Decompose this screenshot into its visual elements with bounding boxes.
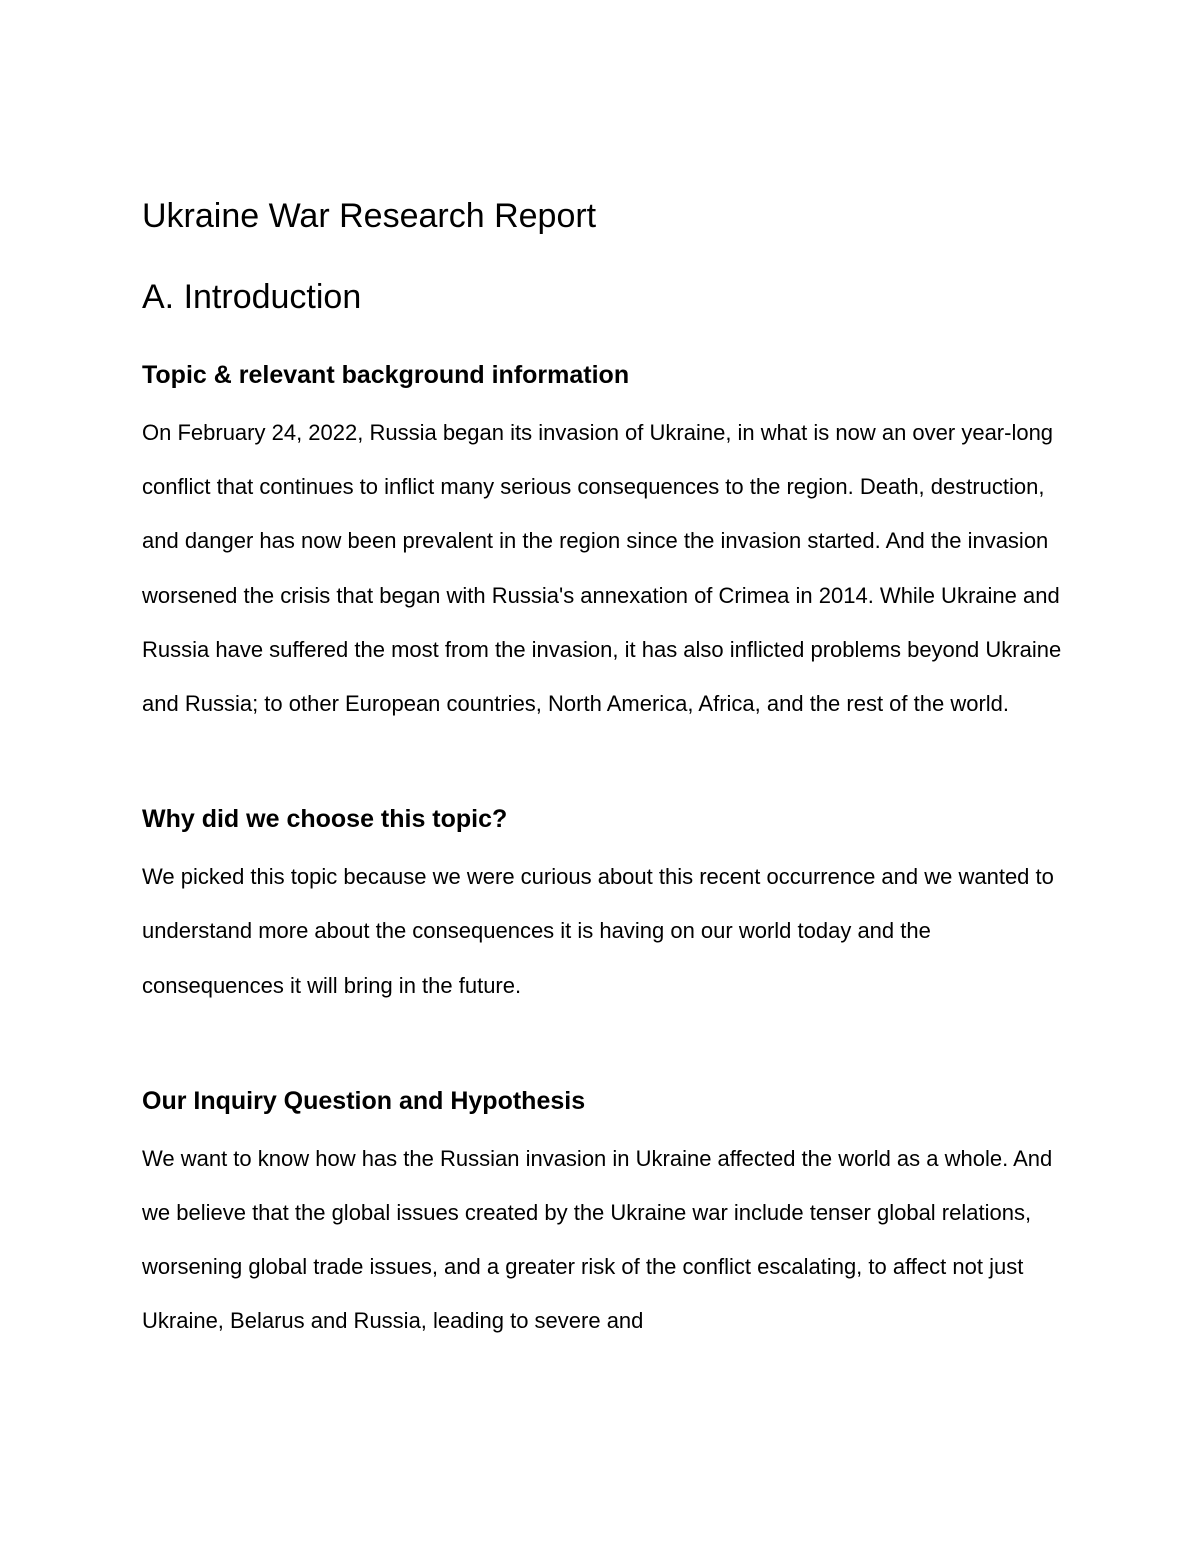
document-title: Ukraine War Research Report bbox=[142, 197, 597, 235]
subsection-heading-inquiry: Our Inquiry Question and Hypothesis bbox=[142, 1086, 586, 1115]
paragraph-why-topic: We picked this topic because we were curious about this recent occurrence and we wanted to understand more about the consequences it is having on our world today and the consequences it will bring in the future. bbox=[142, 864, 1054, 998]
section-heading-introduction: A. Introduction bbox=[142, 278, 362, 316]
paragraph-topic-background: On February 24, 2022, Russia began its invasion of Ukraine, in what is now an over year-long conflict that continues to inflict many serious consequences to the region. Death, destruction, and danger has now been prevalent in the region since the invasion started. And the invasion worsened the crisis that began with Russia's annexation of Crimea in 2014. While Ukraine and Russia have suffered the most from the invasion, it has also inflicted problems beyond Ukraine and Russia; to other European countries, North America, Africa, and the rest of the world. bbox=[142, 420, 1062, 717]
subsection-heading-topic: Topic & relevant background information bbox=[142, 361, 630, 389]
paragraph-inquiry-hypothesis: We want to know how has the Russian invasion in Ukraine affected the world as a whole. And we believe that the global issues created by the Ukraine war include tenser global relations, worsening global trade issues, and a greater risk of the conflict escalating, to affect not just Ukraine, Belarus and Russia, leading to severe and bbox=[142, 1145, 1053, 1334]
document-body bbox=[142, 196, 1072, 1349]
subsection-heading-why-topic: Why did we choose this topic? bbox=[142, 805, 508, 834]
